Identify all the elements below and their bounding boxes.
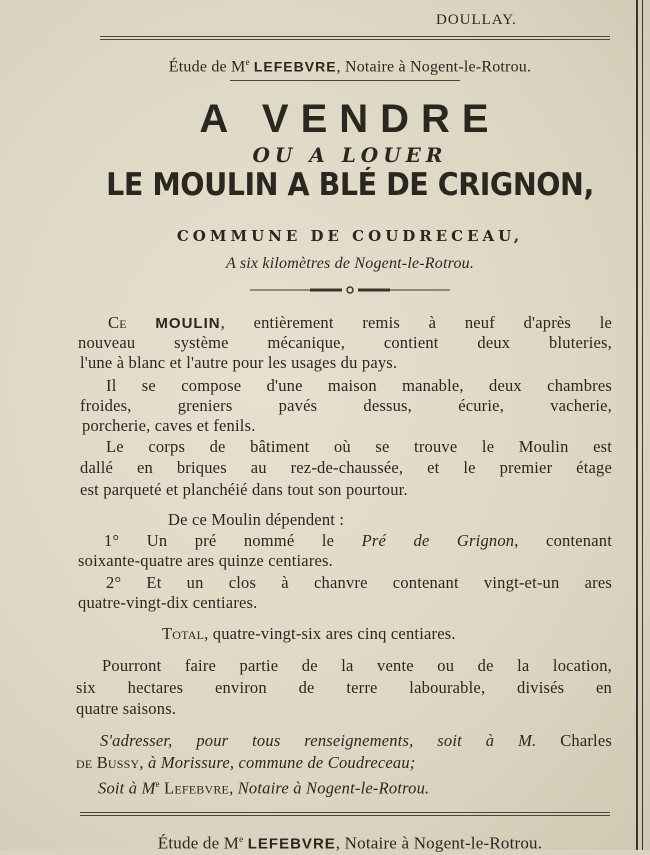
total-line: Total, quatre-vingt-six ares cinq centiares. <box>162 624 456 643</box>
bottom-divider-2 <box>80 815 610 816</box>
etude-header: Étude de Me LEFEBVRE, Notaire à Nogent-le-Rotrou. <box>168 57 532 76</box>
column-rule-thin <box>642 0 643 850</box>
title-a-vendre: A VENDRE <box>199 97 501 141</box>
p2-line3: porcherie, caves et fenils. <box>82 416 256 435</box>
title-commune: COMMUNE DE COUDRECEAU, <box>176 227 524 245</box>
ornament-divider-icon <box>250 285 450 295</box>
p7-line2: six hectares environ de terre labourable, divisés en <box>76 678 612 697</box>
title-moulin: LE MOULIN A BLÉ DE CRIGNON, <box>106 167 594 203</box>
bottom-divider <box>80 812 610 813</box>
p2-line2: froides, greniers pavés dessus, écurie, vacherie, <box>80 396 612 415</box>
p3-line3: est parqueté et planchéié dans tout son pourtour. <box>80 480 408 499</box>
p2-line1: Il se compose d'une maison manable, deux chambres <box>106 376 612 395</box>
p4-line1: De ce Moulin dépendent : <box>168 510 345 529</box>
title-ou-a-louer: OU A LOUER <box>252 143 448 167</box>
p3-line2: dallé en briques au rez-de-chaussée, et le premier étage <box>80 458 612 477</box>
top-divider-2 <box>100 39 610 40</box>
top-divider <box>100 36 610 37</box>
p8-line1: S'adresser, pour tous renseignements, soit à M. Charles <box>100 731 612 750</box>
p6-line2: quatre-vingt-dix centiares. <box>78 593 258 612</box>
p1-line2: nouveau système mécanique, contient deux bluteries, <box>78 333 612 352</box>
title-distance: A six kilomètres de Nogent-le-Rotrou. <box>225 255 475 272</box>
p7-line1: Pourront faire partie de la vente ou de la location, <box>102 656 612 675</box>
top-right-name: DOULLAY. <box>436 12 517 28</box>
column-rule <box>636 0 638 850</box>
etude-footer: Étude de Me LEFEBVRE, Notaire à Nogent-le-Rotrou. <box>157 833 543 853</box>
p8-line3: Soit à Me Lefebvre, Notaire à Nogent-le-Rotrou. <box>98 778 430 798</box>
p8-line2: de Bussy, à Morissure, commune de Coudreceau; <box>76 753 416 772</box>
short-divider <box>230 80 460 81</box>
p1-line3: l'une à blanc et l'autre pour les usages du pays. <box>80 353 398 372</box>
p6-line1: 2° Et un clos à chanvre contenant vingt-et-un ares <box>106 573 612 592</box>
p1-line1: Ce MOULIN, entièrement remis à neuf d'après le <box>108 313 612 332</box>
p7-line3: quatre saisons. <box>76 699 177 718</box>
p5-line1: 1° Un pré nommé le Pré de Grignon, contenant <box>104 531 612 550</box>
p5-line2: soixante-quatre ares quinze centiares. <box>78 551 333 570</box>
p3-line1: Le corps de bâtiment où se trouve le Moulin est <box>106 437 612 456</box>
